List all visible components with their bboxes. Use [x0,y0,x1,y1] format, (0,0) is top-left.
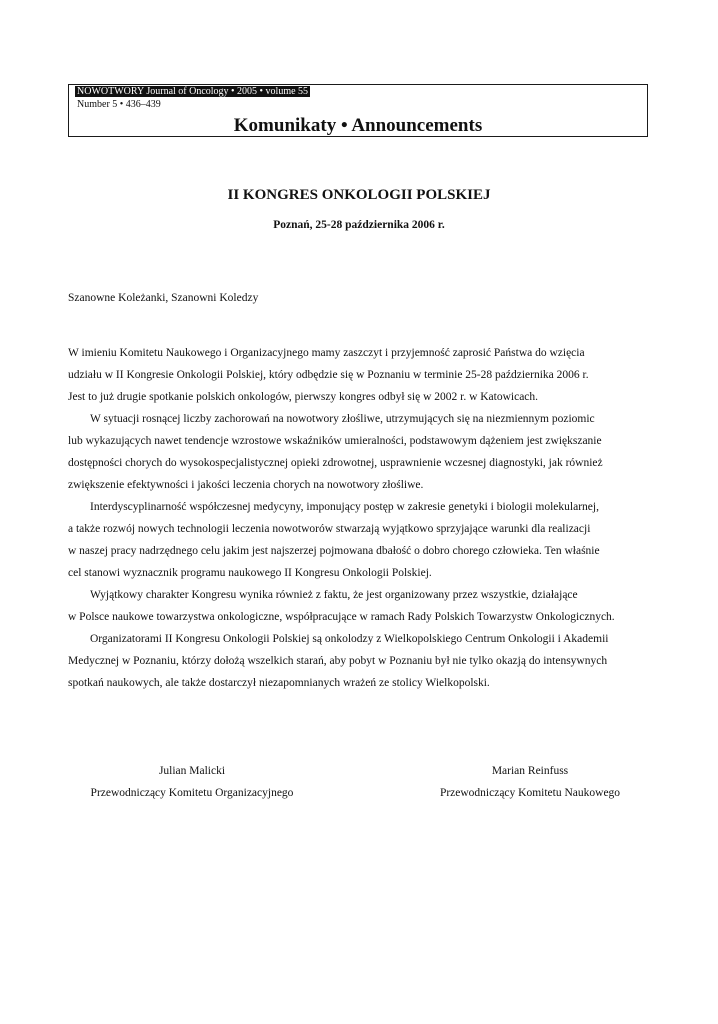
body-line: w naszej pracy nadrzędnego celu jakim jest najszerzej pojmowana dbałość o dobro chorego człowieka. Ten właśnie [68,545,600,557]
body-line: Interdyscyplinarność współczesnej medycyny, imponujący postęp w zakresie genetyki i biologii molekularnej, [90,501,599,513]
body-line: Organizatorami II Kongresu Onkologii Polskiej są onkolodzy z Wielkopolskiego Centrum Onkologii i Akademii [90,633,609,645]
signatory-role: Przewodniczący Komitetu Organizacyjnego [90,787,294,799]
body-line: w Polsce naukowe towarzystwa onkologiczne, współpracujące w ramach Rady Polskich Towarzystw Onkologicznych. [68,611,615,623]
signature-scientific-chair [410,760,650,804]
body-line: cel stanowi wyznacznik programu naukowego II Kongresu Onkologii Polskiej. [68,567,432,579]
body-line: Jest to już drugie spotkanie polskich onkologów, pierwszy kongres odbył się w 2002 r. w Katowicach. [68,391,539,403]
journal-citation: NOWOTWORY Journal of Oncology • 2005 • volume 55 [77,86,309,97]
body-line: udziału w II Kongresie Onkologii Polskiej, który odbędzie się w Poznaniu w terminie 25-28 października 2006 r. [68,369,589,381]
section-title-en: Announcements [351,115,483,136]
body-line: spotkań naukowych, ale także dostarczył niezapomnianych wrażeń ze stolicy Wielkopolski. [68,677,490,689]
body-line: lub wykazujących nawet tendencje wzrostowe wskaźników umieralności, podstawowym dążeniem jest zwiększanie [68,435,602,447]
journal-header [68,84,648,137]
section-title-pl: Komunikaty [233,115,337,136]
body-line: Wyjątkowy charakter Kongresu wynika również z faktu, że jest organizowany przez wszystkie, działające [90,589,578,601]
signature-organizing-chair [68,760,316,804]
signatory-name: Julian Malicki [158,765,226,777]
signatory-role: Przewodniczący Komitetu Naukowego [439,787,621,799]
congress-title: II KONGRES ONKOLOGII POLSKIEJ [227,187,491,203]
signatory-name: Marian Reinfuss [491,765,569,777]
congress-place-date: Poznań, 25-28 października 2006 r. [273,219,445,231]
letter-body [68,342,648,694]
body-line: dostępności chorych do wysokospecjalistycznej opieki zdrowotnej, usprawnienie wczesnej diagnostyki, jak również [68,457,603,469]
greeting: Szanowne Koleżanki, Szanowni Koledzy [68,292,259,304]
section-title-separator: • [340,115,348,136]
issue-pages: Number 5 • 436–439 [77,99,161,110]
body-line: a także rozwój nowych technologii leczenia nowotworów stwarzają wyjątkowo sprzyjające warunki dla realizacji [68,523,591,535]
body-line: Medycznej w Poznaniu, którzy dołożą wszelkich starań, aby pobyt w Poznaniu był nie tylko okazją do intensywnych [68,655,608,667]
body-line: W imieniu Komitetu Naukowego i Organizacyjnego mamy zaszczyt i przyjemność zaprosić Państwa do wzięcia [68,347,585,359]
body-line: zwiększenie efektywności i jakości leczenia chorych na nowotwory złośliwe. [68,479,424,491]
body-line: W sytuacji rosnącej liczby zachorowań na nowotwory złośliwe, utrzymujących się na niezmiennym poziomic [90,413,595,425]
section-title [69,115,647,137]
